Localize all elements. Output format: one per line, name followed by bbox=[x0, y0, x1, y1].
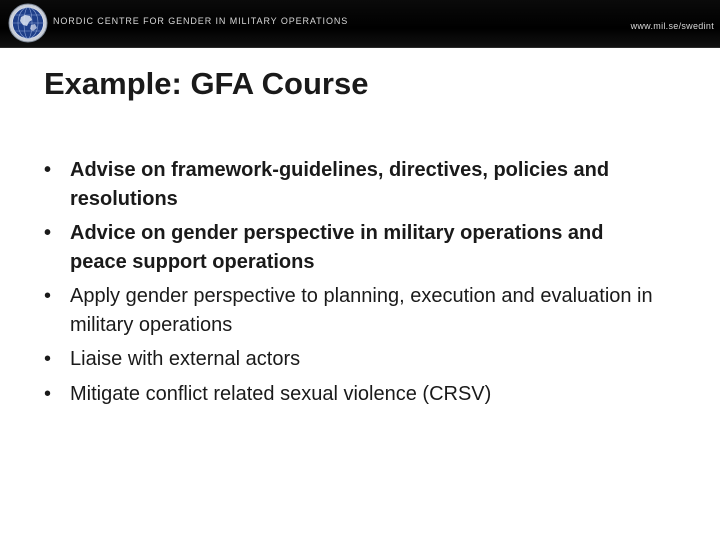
organization-name: NORDIC CENTRE FOR GENDER IN MILITARY OPERATIONS bbox=[53, 16, 349, 26]
bullet-text: Liaise with external actors bbox=[70, 348, 301, 370]
bullet-dot-icon: • bbox=[44, 285, 52, 307]
bullet-text: Advise on framework-guidelines, directives, policies and resolutions bbox=[70, 159, 610, 210]
header-bar bbox=[0, 0, 720, 48]
bullet-list bbox=[44, 156, 664, 414]
list-item bbox=[44, 219, 664, 276]
list-item bbox=[44, 282, 664, 339]
bullet-dot-icon: • bbox=[44, 348, 52, 370]
bullet-text: Apply gender perspective to planning, execution and evaluation in military operations bbox=[70, 285, 653, 336]
list-item bbox=[44, 156, 664, 213]
website-url[interactable]: www.mil.se/swedint bbox=[630, 21, 714, 31]
emblem-logo-icon bbox=[8, 3, 48, 43]
bullet-text: Mitigate conflict related sexual violence (CRSV) bbox=[70, 382, 492, 405]
bullet-dot-icon: • bbox=[44, 382, 52, 405]
bullet-dot-icon: • bbox=[44, 159, 52, 181]
list-item bbox=[44, 380, 664, 409]
bullet-dot-icon: • bbox=[44, 222, 52, 244]
bullet-text: Advice on gender perspective in military operations and peace support operations bbox=[70, 222, 604, 273]
list-item bbox=[44, 345, 664, 374]
slide-title: Example: GFA Course bbox=[44, 66, 369, 101]
